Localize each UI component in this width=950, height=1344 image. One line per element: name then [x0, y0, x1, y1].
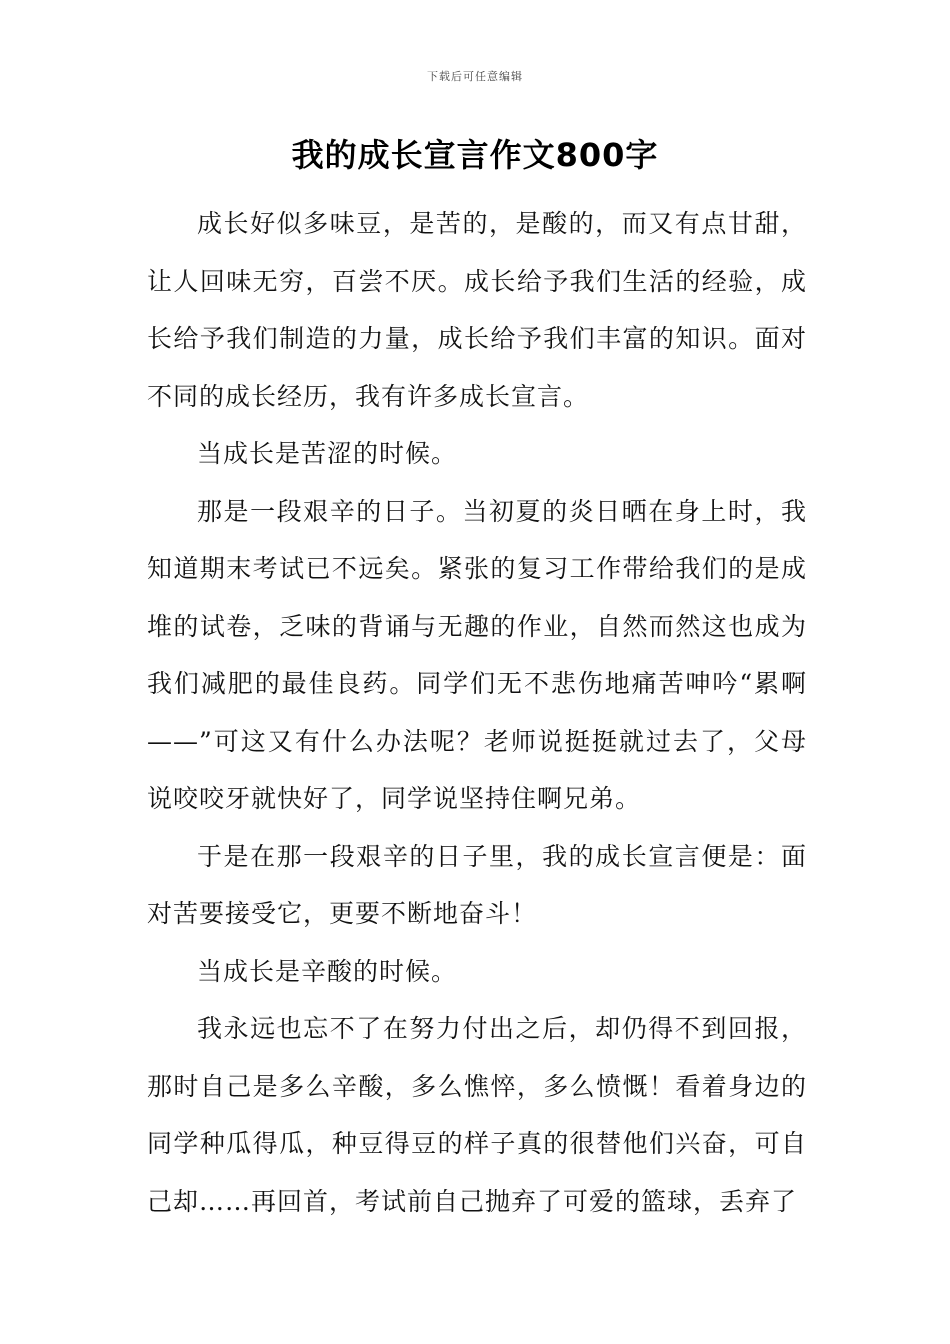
paragraph: 当成长是苦涩的时候。 [197, 439, 458, 468]
paragraph: 成长好似多味豆，是苦的，是酸的，而又有点甘甜，让人回味无穷，百尝不厌。成长给予我们生活的经验，成长给予我们制造的力量，成长给予我们丰富的知识。面对不同的成长经历，我有许多成长宣言。 [147, 209, 807, 411]
document-body [147, 195, 807, 1230]
paragraph: 那是一段艰辛的日子。当初夏的炎日晒在身上时，我知道期末考试已不远矣。紧张的复习工作带给我们的是成堆的试卷，乏味的背诵与无趣的作业，自然而然这也成为我们减肥的最佳良药。同学们无不悲伤地痛苦呻吟“累啊——”可这又有什么办法呢？老师说挺挺就过去了，父母说咬咬牙就快好了，同学说坚持住啊兄弟。 [147, 496, 807, 813]
paragraph: 于是在那一段艰辛的日子里，我的成长宣言便是：面对苦要接受它，更要不断地奋斗！ [147, 841, 807, 928]
paragraph: 当成长是辛酸的时候。 [197, 956, 458, 986]
document-title: 我的成长宣言作文800字 [291, 136, 659, 174]
paragraph: 我永远也忘不了在努力付出之后，却仍得不到回报，那时自己是多么辛酸，多么憔悴，多么愤慨！看着身边的同学种瓜得瓜，种豆得豆的样子真的很替他们兴奋，可自己却……再回首，考试前自己抛弃了可爱的篮球，丢弃了 [147, 1014, 807, 1216]
header-note: 下载后可任意编辑 [427, 70, 523, 83]
